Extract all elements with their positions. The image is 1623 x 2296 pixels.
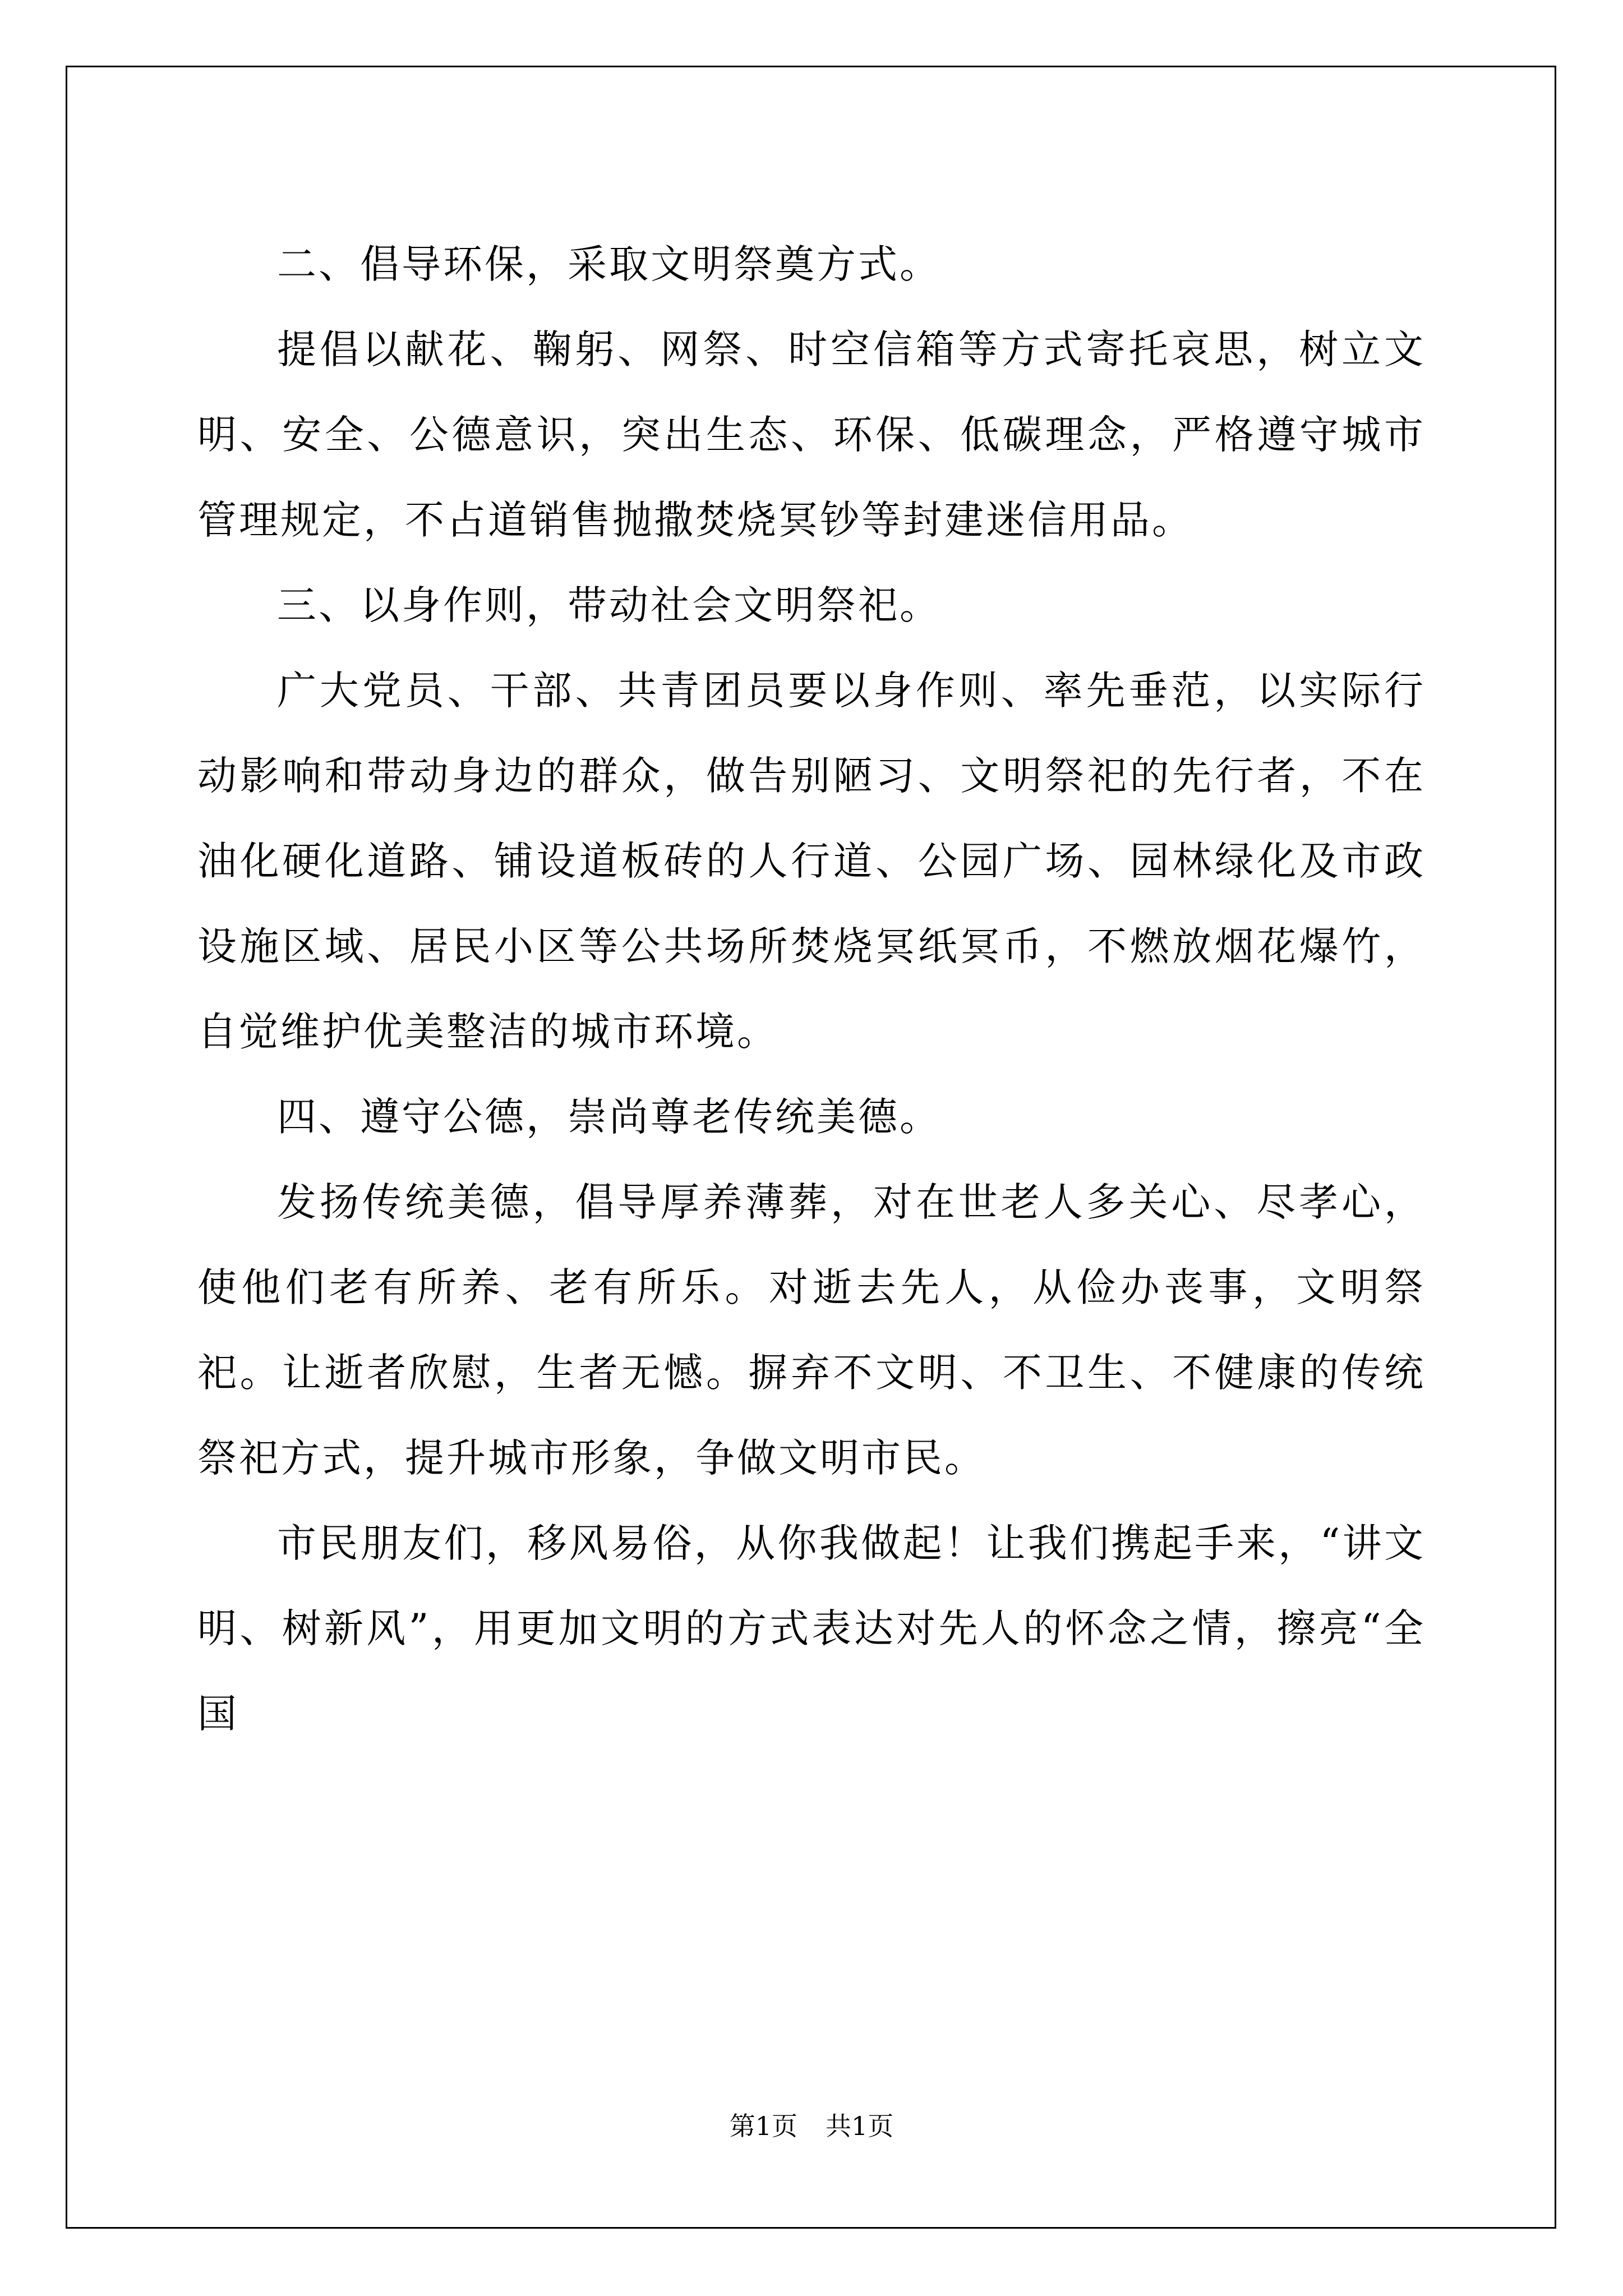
- body-paragraph-2: 提倡以献花、鞠躬、网祭、时空信箱等方式寄托哀思，树立文明、安全、公德意识，突出生态、环保、低碳理念，严格遵守城市管理规定，不占道销售抛撒焚烧冥钞等封建迷信用品。: [197, 326, 1426, 543]
- document-body: [197, 222, 1426, 1756]
- section-heading-4: 四、遵守公德，崇尚尊老传统美德。: [277, 1094, 941, 1140]
- section-heading-3: 三、以身作则，带动社会文明祭祀。: [277, 582, 941, 628]
- page-footer: [0, 2109, 1623, 2143]
- page-total: 共1页: [826, 2111, 894, 2141]
- section-heading-2: 二、倡导环保，采取文明祭奠方式。: [277, 241, 941, 287]
- body-paragraph-4: 发扬传统美德，倡导厚养薄葬，对在世老人多关心、尽孝心，使他们老有所养、老有所乐。对逝去先人，从俭办丧事，文明祭祀。让逝者欣慰，生者无憾。摒弃不文明、不卫生、不健康的传统祭祀方式，提升城市形象，争做文明市民。: [197, 1179, 1426, 1481]
- body-paragraph-3: 广大党员、干部、共青团员要以身作则、率先垂范，以实际行动影响和带动身边的群众，做告别陋习、文明祭祀的先行者，不在油化硬化道路、铺设道板砖的人行道、公园广场、园林绿化及市政设施区域、居民小区等公共场所焚烧冥纸冥币，不燃放烟花爆竹，自觉维护优美整洁的城市环境。: [197, 668, 1426, 1055]
- closing-paragraph: 市民朋友们，移风易俗，从你我做起！让我们携起手来，“讲文明、树新风”，用更加文明的方式表达对先人的怀念之情，擦亮“全国: [197, 1520, 1426, 1737]
- page-number: 第1页: [729, 2111, 797, 2141]
